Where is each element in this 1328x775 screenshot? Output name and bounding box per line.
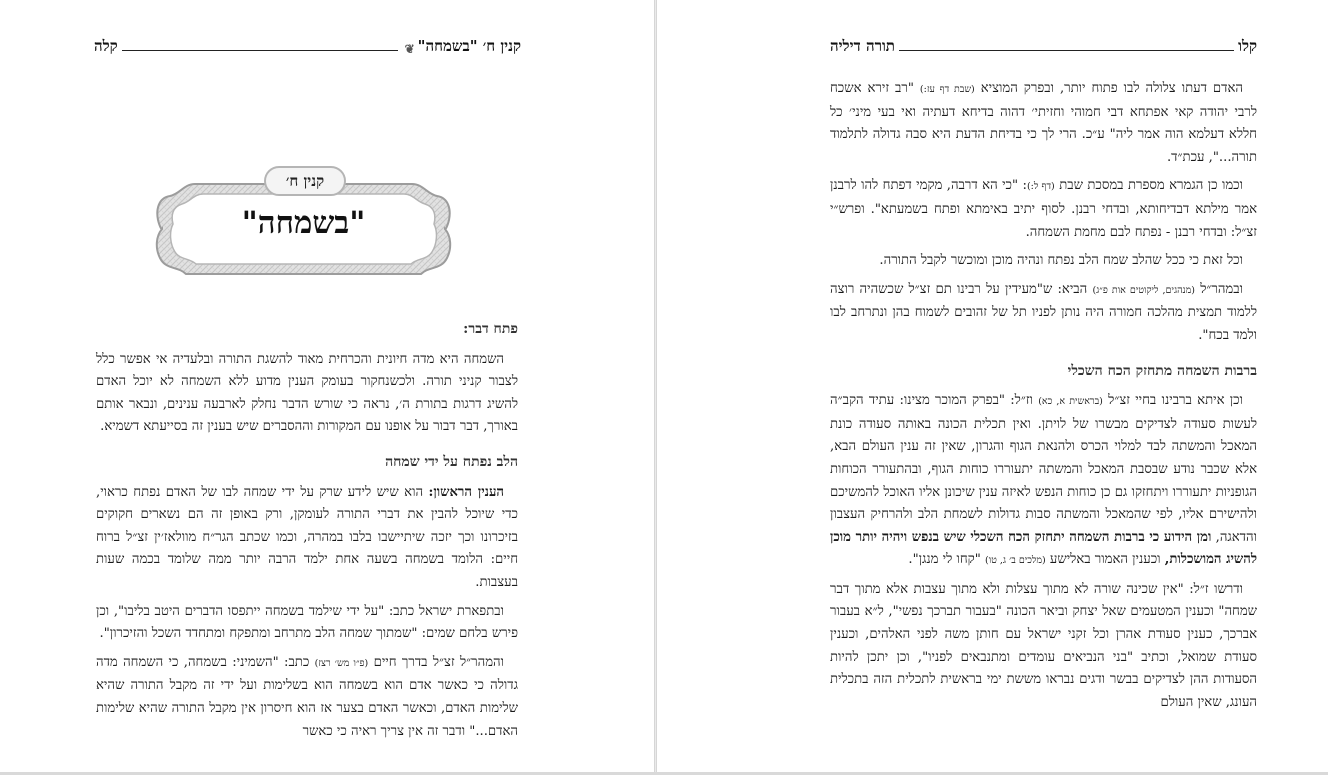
source-citation: (שבת דף עז:) [919,84,975,95]
paragraph: ובתפארת ישראל כתב: "על ידי שילמד בשמחה ייתפסו הדברים היטב בליבו", וכן פירש בלחם שמים: "שמתוך שמחה הלב מתרחב ומתפקח ומתחדד השכל והזיכרון". [96,603,518,642]
paragraph: השמחה היא מדה חיונית והכרחית מאוד להשגת התורה ובלעדיה אי אפשר כלל לצבור קניני תורה. ולכשנחקור בעומק הענין מדוע ללא השמחה לא יוכל האדם להשיג דרגות בתורת ה׳, נראה כי שורש הדבר נחלק לארבעה ענינים, ונבאר אותם באורך, דבר דבור על אופנו עם המקורות וההסברים שיש בענין זה בסייעתא דשמיא. [96,351,518,435]
bold-lead: הענין הראשון: [428,484,504,500]
source-citation: (פ״ו מש׳ רצז) [314,657,369,669]
paragraph-text: כתב: "השמיני: בשמחה, כי השמחה מדה גדולה כי כאשר אדם הוא בשמחה הוא בשלימות ועל ידי זה מקבל התורה שהיא שלימות האדם, וכאשר האדם בצער אז הוא חיסרון אין מקבל התורה שהיא שלימות האדם..." ודבר זה אין צריך ראיה כי כאשר [96,654,518,739]
paragraph [830,279,1257,348]
right-body-text [830,78,1257,720]
left-body-text [96,306,518,749]
paragraph-text: הוא שיש לידע שרק על ידי שמחה לבו של האדם נפתח כראוי, כדי שיוכל להבין את דברי התורה לעומקן, ורק באופן זה הם נשארים חקוקים בזיכרונו וכך יזכה שיתיישבו בלבו במהרה, וכמו שכתב הגר״ח מוולאז׳ין זצ״ל ברוח חיים: הלומד בשמחה בשעה אחת ילמד הרבה יותר ממה שלומד בכמה שעות בעצבות. [96,484,518,590]
right-running-header [830,30,1257,56]
paragraph-text: וכמו כן הגמרא מספרת במסכת שבת [1059,178,1243,194]
paragraph-text: וכענין האמור באלישע [1049,552,1161,568]
paragraph [830,390,1257,573]
section-heading-heart: הלב נפתח על ידי שמחה [385,453,518,470]
paragraph-text: : "כי הא דרבה, מקמי דפתח להו לרבנן אמר מילתא דבדיחותא, ובדחי רבנן. לסוף יתיב באימתא ופתח בשמעתא". ופרש״י זצ״ל: ובדחי רבנן - נפתח לבם מחמת השמחה. [830,178,1257,240]
section-heading-intro: פתח דבר: [463,321,518,337]
chapter-title: "בשמחה" [241,205,366,241]
paragraph [96,482,518,595]
left-page [0,0,654,775]
paragraph-text: "רב זירא אשכח לרבי יהודה קאי אפתחא דבי חמוהי וחזיתי׳ דהוה בדיחא דעתיה ואי בעי מיני׳ כל חללא דעלמא הוה אמר ליה" ע״כ. הרי לך כי בדיחת הדעת היא סבה גדולה לתלמוד תורה...", עכת״ד. [830,81,1257,165]
book-gutter [654,0,657,775]
paragraph [830,78,1257,169]
paragraph-text: והמהר״ל זצ״ל בדרך חיים [373,654,504,670]
left-page-number: קלה [94,37,118,55]
paragraph: ודרשו ז״ל: "אין שכינה שורה לא מתוך עצלות ולא מתוך עצבות אלא מתוך דבר שמחה" וכענין המטעמים שאל יצחק וביאר הכונה "בעבור תברכך נפשי", ל״א בעבור אברכך, כענין סעודת אהרן וכל זקני ישראל עם חותן משה לפני האלהים, וכענין סעודת שמואל, וכתיב "בני הנביאים עומדים ומתנבאים לפניו", וכן יתכן להיות הסעודות ההן לצדיקים בבשר ודגים נבראו מששת ימי בראשית לתכלית הזה בתכלית העונג, שאין העולם [830,581,1257,710]
paragraph: וכל זאת כי ככל שהלב שמח הלב נפתח ונהיה מוכן ומוכשר לקבל התורה. [879,253,1243,269]
source-citation: (מנהגים, ליקוטים אות פ״ג) [1092,284,1195,296]
right-page-number: קלו [1238,37,1257,55]
book-running-title: תורה דיליה [830,37,895,55]
paragraph [830,175,1257,244]
header-rule [122,50,398,51]
source-citation: (בראשית א, כא) [1038,396,1103,408]
chapter-badge: קנין ח׳ [264,166,346,196]
paragraph-text: וכן איתא ברבינו בחיי זצ״ל [1108,393,1243,409]
paragraph [96,652,518,743]
chapter-running-title: קנין ח׳ "בשמחה" [417,37,521,55]
paragraph-text: האדם דעתו צלולה לבו פתוח יותר, ובפרק המוציא [980,81,1243,96]
paragraph-text: ובמהר״ל [1200,281,1243,297]
ornament-icon: ❦ [404,42,415,56]
paragraph-text: וז״ל: "בפרק המוכר מצינו: עתיד הקב״ה לעשות סעודה לצדיקים מבשרו של לויתן. ואין תכלית הכונה באותה סעודה כונת המאכל והמשתה לבד למלוי הכרס ולהנאת הגוף והגרון, שאין זה ענין העולם הבא, אלא שכבר נודע שבסבת המאכל והמשתה יתעוררו כוחות הגוף, ובהתעורר הכוחות הגופניות יתעוררו ויתחזקו גם כן כוחות הנפש לאיזה ענין שיכונן אליו האוכל להמשיכם ולהישירם אליו, לפי שהמאכל והמשתה סבות גדולות לשמחת הלב ולהרחיק העצבון והדאגה, [830,393,1257,545]
bold-passage: ומן הידוע כי ברבות השמחה יתחזק הכח השכלי שיש בנפש ויהיה יותר מוכן להשיג המושכלות, [830,529,1257,568]
paragraph-text: "קחו לי מנגן". [908,552,981,568]
source-citation: (דף ל:) [1026,181,1055,193]
header-rule [899,50,1234,51]
paragraph-text: הביא: ש"מעידין על רבינו תם זצ״ל שכשהיה רוצה ללמוד תמצית מהלכה חמורה היה נותן לפניו תל של זהובים לשמוח בהן ונתרחב לבו ולמד בכח". [830,281,1257,343]
left-running-header [94,30,521,56]
section-heading-joy: ברבות השמחה מתחזק הכח השכלי [1067,362,1257,379]
source-citation: (מלכים ב׳ ג, טו) [985,555,1046,567]
